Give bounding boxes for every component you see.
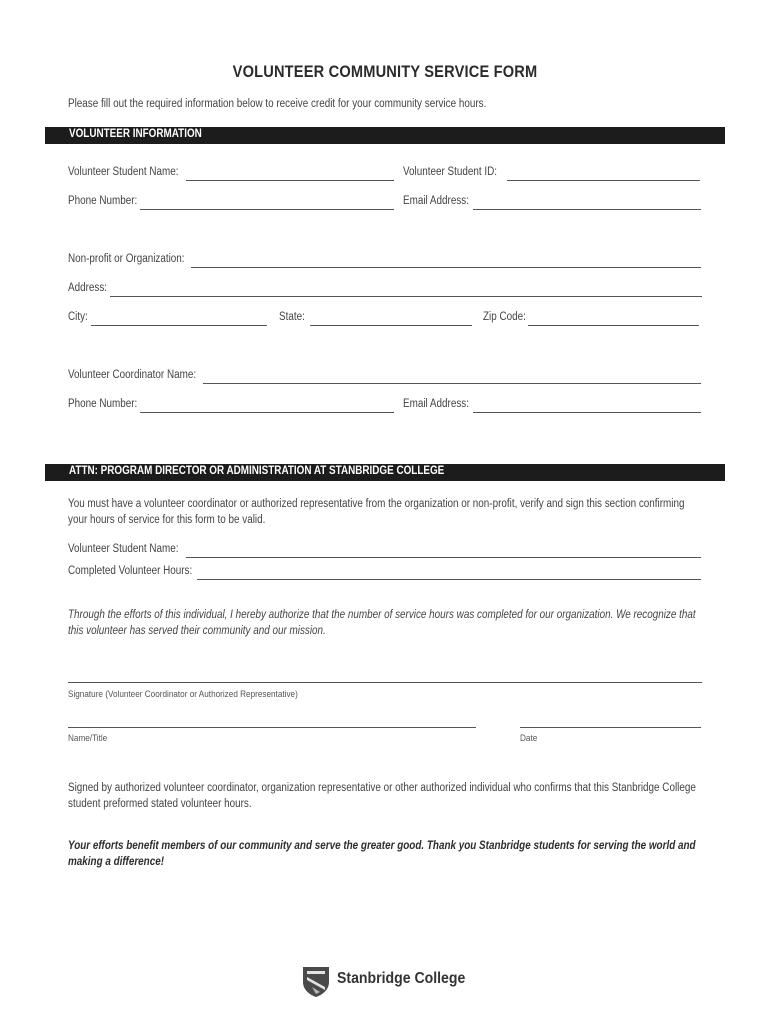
attn-student-name-field[interactable] bbox=[68, 543, 701, 559]
attn-header-label: ATTN: PROGRAM DIRECTOR OR ADMINISTRATION AT STANBRIDGE COLLEGE bbox=[69, 465, 445, 477]
volunteer-info-header-label: VOLUNTEER INFORMATION bbox=[69, 128, 202, 140]
coordinator-phone-line[interactable] bbox=[140, 412, 394, 413]
phone-label: Phone Number: bbox=[68, 195, 138, 207]
form-title: VOLUNTEER COMMUNITY SERVICE FORM bbox=[232, 62, 538, 81]
coordinator-email-line[interactable] bbox=[473, 412, 701, 413]
student-name-line[interactable] bbox=[186, 180, 394, 181]
coordinator-name-field[interactable] bbox=[68, 369, 701, 385]
address-field[interactable] bbox=[68, 282, 702, 298]
attn-header bbox=[45, 464, 725, 481]
attn-student-name-line[interactable] bbox=[186, 557, 701, 558]
zip-line[interactable] bbox=[528, 325, 699, 326]
college-name: Stanbridge College bbox=[337, 970, 466, 987]
attn-instructions: You must have a volunteer coordinator or authorized representative from the organization or non-profit, verify and sign this section confirming your hours of service for this form to be valid. bbox=[68, 498, 685, 526]
student-name-label: Volunteer Student Name: bbox=[68, 166, 179, 178]
city-label: City: bbox=[68, 311, 88, 323]
coordinator-email-label: Email Address: bbox=[403, 398, 469, 410]
attn-student-name-label: Volunteer Student Name: bbox=[68, 543, 179, 555]
closing-message: Your efforts benefit members of our community and serve the greater good. Thank you Stanbridge students for serving the world and making a difference! bbox=[68, 840, 696, 868]
phone-line[interactable] bbox=[140, 209, 394, 210]
coordinator-phone-label: Phone Number: bbox=[68, 398, 138, 410]
email-field[interactable] bbox=[403, 195, 701, 211]
address-line[interactable] bbox=[110, 296, 702, 297]
signed-by-statement: Signed by authorized volunteer coordinator, organization representative or other authorized individual who confirms that this Stanbridge College student preformed stated volunteer hours. bbox=[68, 782, 696, 810]
state-field[interactable] bbox=[279, 311, 472, 327]
email-line[interactable] bbox=[473, 209, 701, 210]
volunteer-hours-label: Completed Volunteer Hours: bbox=[68, 565, 193, 577]
address-label: Address: bbox=[68, 282, 108, 294]
coordinator-email-field[interactable] bbox=[403, 398, 701, 414]
shield-icon bbox=[302, 965, 330, 998]
email-label: Email Address: bbox=[403, 195, 469, 207]
coordinator-name-line[interactable] bbox=[203, 383, 701, 384]
city-field[interactable] bbox=[68, 311, 267, 327]
state-line[interactable] bbox=[310, 325, 472, 326]
signature-line[interactable] bbox=[68, 682, 702, 683]
student-id-label: Volunteer Student ID: bbox=[403, 166, 498, 178]
date-caption: Date bbox=[520, 733, 538, 744]
phone-field[interactable] bbox=[68, 195, 394, 211]
student-id-field[interactable] bbox=[403, 166, 700, 182]
coordinator-name-label: Volunteer Coordinator Name: bbox=[68, 369, 197, 381]
coordinator-phone-field[interactable] bbox=[68, 398, 394, 414]
zip-field[interactable] bbox=[483, 311, 699, 327]
form-intro: Please fill out the required information below to receive credit for your community service hours. bbox=[68, 98, 487, 110]
signature-caption: Signature (Volunteer Coordinator or Authorized Representative) bbox=[68, 689, 298, 700]
name-title-line[interactable] bbox=[68, 727, 476, 728]
organization-line[interactable] bbox=[191, 267, 701, 268]
organization-label: Non-profit or Organization: bbox=[68, 253, 185, 265]
student-id-line[interactable] bbox=[507, 180, 700, 181]
date-line[interactable] bbox=[520, 727, 701, 728]
organization-field[interactable] bbox=[68, 253, 701, 269]
volunteer-info-header bbox=[45, 127, 725, 144]
volunteer-hours-line[interactable] bbox=[197, 579, 701, 580]
name-title-caption: Name/Title bbox=[68, 733, 108, 744]
authorization-statement: Through the efforts of this individual, I hereby authorize that the number of service hours was completed for our organization. We recognize that this volunteer has served their community and our mission. bbox=[68, 609, 696, 637]
city-line[interactable] bbox=[91, 325, 267, 326]
state-label: State: bbox=[279, 311, 305, 323]
zip-label: Zip Code: bbox=[483, 311, 526, 323]
student-name-field[interactable] bbox=[68, 166, 394, 182]
volunteer-hours-field[interactable] bbox=[68, 565, 701, 581]
